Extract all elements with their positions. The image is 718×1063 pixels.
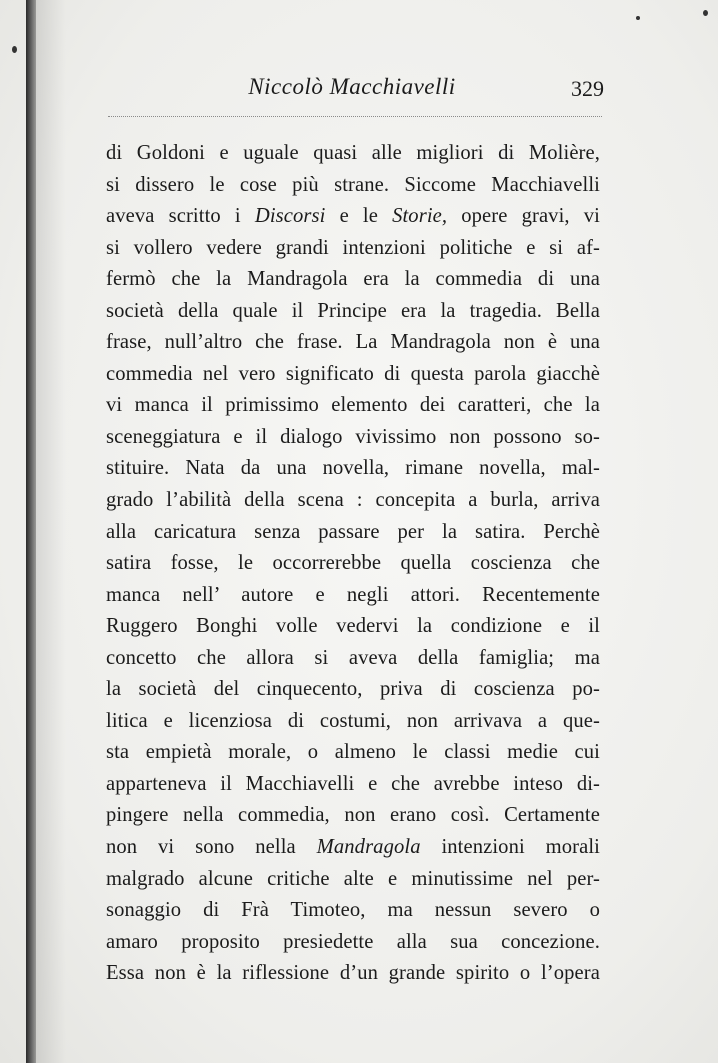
running-header xyxy=(104,70,604,106)
text-line xyxy=(106,800,600,832)
text-line xyxy=(106,517,600,549)
line-text: satira fosse, le occorrerebbe quella coscienza che xyxy=(106,552,600,575)
running-title: Niccolò Macchiavelli xyxy=(248,74,456,99)
line-text: alla caricatura senza passare per la satira. Perchè xyxy=(106,520,600,543)
line-text: sta empietà morale, o almeno le classi medie cui xyxy=(106,741,600,764)
line-text: pingere nella commedia, non erano così. Certamente xyxy=(106,804,600,827)
text-line xyxy=(106,359,600,391)
line-text: Essa non è la riflessione d’un grande spirito o l’opera xyxy=(106,962,600,985)
text-line xyxy=(106,958,600,990)
line-text: si dissero le cose più strane. Siccome Macchiavelli xyxy=(106,173,600,196)
line-text: sceneggiatura e il dialogo vivissimo non possono so- xyxy=(106,425,600,448)
line-text: aveva scritto i xyxy=(106,205,255,228)
body-paragraph xyxy=(106,138,600,990)
line-text: Ruggero Bonghi volle vedervi la condizione e il xyxy=(106,615,600,638)
ink-speck xyxy=(703,10,708,16)
gutter-shading xyxy=(36,0,66,1063)
text-line xyxy=(106,170,600,202)
text-line xyxy=(106,422,600,454)
line-text: amaro proposito presiedette alla sua concezione. xyxy=(106,930,600,953)
page-number: 329 xyxy=(571,76,604,101)
italic-title-text: Storie, xyxy=(392,205,448,228)
line-text: di Goldoni e uguale quasi alle migliori di Molière, xyxy=(106,142,600,164)
line-text: apparteneva il Macchiavelli e che avrebbe inteso di- xyxy=(106,772,600,795)
line-text: commedia nel vero significato di questa parola giacchè xyxy=(106,362,600,385)
line-text: vi manca il primissimo elemento dei caratteri, che la xyxy=(106,394,600,417)
text-line xyxy=(106,864,600,896)
text-line xyxy=(106,327,600,359)
text-line xyxy=(106,201,600,233)
text-line xyxy=(106,832,600,864)
line-text: opere gravi, vi xyxy=(447,205,600,228)
line-text: malgrado alcune critiche alte e minutissime nel per- xyxy=(106,867,600,890)
line-text: frase, null’altro che frase. La Mandragola non è una xyxy=(106,331,600,354)
line-text: e le xyxy=(325,205,393,228)
line-text: concetto che allora si aveva della famiglia; ma xyxy=(106,646,600,669)
header-rule xyxy=(108,116,602,117)
line-text: fermò che la Mandragola era la commedia di una xyxy=(106,268,600,291)
italic-title-text: Mandragola xyxy=(316,836,421,859)
line-text: non vi sono nella xyxy=(106,836,317,859)
italic-title-text: Discorsi xyxy=(254,205,326,228)
text-line xyxy=(106,674,600,706)
line-text: stituire. Nata da una novella, rimane novella, mal- xyxy=(106,457,600,480)
ink-speck xyxy=(12,46,17,53)
text-line xyxy=(106,453,600,485)
text-line xyxy=(106,643,600,675)
text-line xyxy=(106,769,600,801)
text-line xyxy=(106,233,600,265)
line-text: sonaggio di Frà Timoteo, ma nessun severo o xyxy=(106,899,600,922)
text-line xyxy=(106,737,600,769)
text-line xyxy=(106,706,600,738)
line-text: grado l’abilità della scena : concepita a burla, arriva xyxy=(106,489,600,512)
text-line xyxy=(106,895,600,927)
text-line xyxy=(106,390,600,422)
line-text: si vollero vedere grandi intenzioni politiche e si af- xyxy=(106,236,600,259)
text-line xyxy=(106,138,600,170)
ink-speck xyxy=(636,16,640,20)
line-text: litica e licenziosa di costumi, non arrivava a que- xyxy=(106,709,600,732)
text-line xyxy=(106,580,600,612)
line-text: società della quale il Principe era la tragedia. Bella xyxy=(106,299,600,322)
text-line xyxy=(106,296,600,328)
text-line xyxy=(106,264,600,296)
text-line xyxy=(106,611,600,643)
line-text: manca nell’ autore e negli attori. Recentemente xyxy=(106,583,600,606)
text-line xyxy=(106,927,600,959)
book-spine-shadow xyxy=(26,0,36,1063)
text-line xyxy=(106,548,600,580)
line-text: la società del cinquecento, priva di coscienza po- xyxy=(106,678,600,701)
text-line xyxy=(106,485,600,517)
line-text: intenzioni morali xyxy=(420,836,600,859)
